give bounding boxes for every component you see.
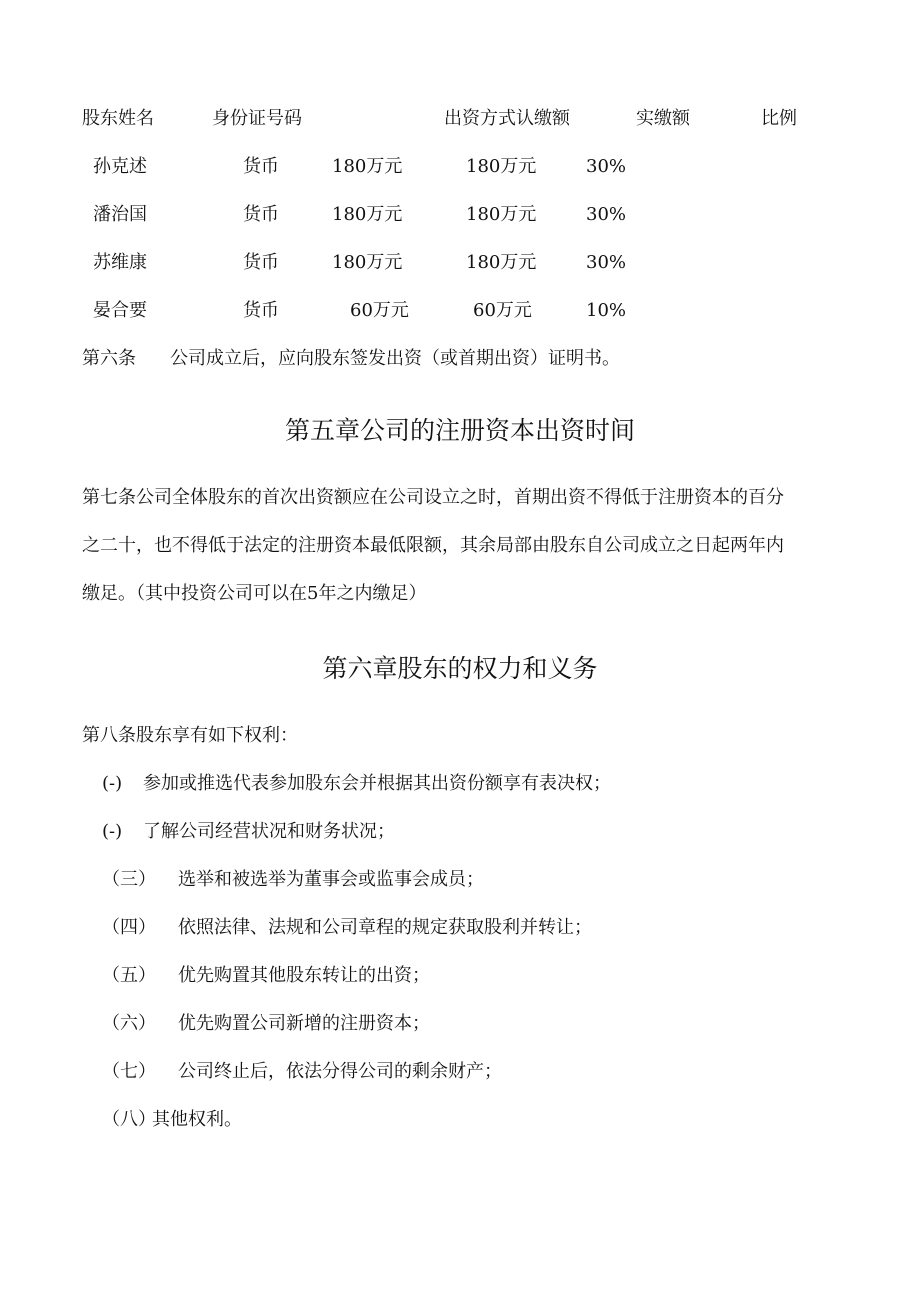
item-text: 公司终止后，依法分得公司的剩余财产； <box>178 1061 502 1082</box>
item-text: 参加或推选代表参加股东会并根据其出资份额享有表决权； <box>143 773 611 794</box>
item-text: 其他权利。 <box>152 1109 242 1130</box>
cell-paid: 180万元 <box>466 252 537 273</box>
cell-paid: 60万元 <box>473 300 532 321</box>
cell-ratio: 10% <box>586 300 627 321</box>
item-marker: (-) <box>102 773 123 794</box>
cell-ratio: 30% <box>586 204 627 225</box>
col-header-name: 股东姓名 <box>82 108 154 129</box>
chapter-5-heading: 第五章公司的注册资本出资时间 <box>284 416 635 445</box>
item-text: 优先购置公司新增的注册资本； <box>178 1013 430 1034</box>
item-text: 了解公司经营状况和财务状况； <box>143 821 395 842</box>
article-7-line-3: 缴足。（其中投资公司可以在5年之内缴足） <box>82 583 427 604</box>
col-header-paid: 实缴额 <box>636 108 690 129</box>
cell-name: 潘治国 <box>93 204 147 225</box>
item-marker: （八） <box>102 1109 156 1130</box>
article-7-line-1: 第七条公司全体股东的首次出资额应在公司设立之时，首期出资不得低于注册资本的百分 <box>82 487 784 508</box>
article-7-paragraph <box>82 474 868 618</box>
cell-name: 苏维康 <box>93 252 147 273</box>
article-6-label: 第六条 <box>82 348 136 369</box>
item-marker: （七） <box>102 1061 156 1082</box>
article-6-text: 公司成立后，应向股东签发出资（或首期出资）证明书。 <box>170 348 620 369</box>
cell-subscribed: 60万元 <box>350 300 409 321</box>
cell-method: 货币 <box>243 204 279 225</box>
item-marker: (-) <box>102 821 123 842</box>
item-text: 依照法律、法规和公司章程的规定获取股利并转让； <box>178 917 592 938</box>
cell-method: 货币 <box>243 156 279 177</box>
cell-subscribed: 180万元 <box>332 156 403 177</box>
item-marker: （六） <box>102 1013 156 1034</box>
article-7-line-2: 之二十，也不得低于法定的注册资本最低限额，其余局部由股东自公司成立之日起两年内 <box>82 535 784 556</box>
cell-subscribed: 180万元 <box>332 204 403 225</box>
cell-ratio: 30% <box>586 252 627 273</box>
cell-paid: 180万元 <box>466 156 537 177</box>
cell-method: 货币 <box>243 300 279 321</box>
cell-method: 货币 <box>243 252 279 273</box>
item-text: 优先购置其他股东转让的出资； <box>178 965 430 986</box>
article-8-intro: 第八条股东享有如下权利： <box>82 725 298 746</box>
col-header-ratio: 比例 <box>761 108 797 129</box>
col-header-method-subscribed: 出资方式认缴额 <box>444 108 570 129</box>
cell-paid: 180万元 <box>466 204 537 225</box>
item-marker: （三） <box>102 869 156 890</box>
item-marker: （四） <box>102 917 156 938</box>
item-marker: （五） <box>102 965 156 986</box>
cell-name: 孙克述 <box>93 156 147 177</box>
cell-name: 晏合要 <box>93 300 147 321</box>
col-header-id: 身份证号码 <box>212 108 302 129</box>
cell-subscribed: 180万元 <box>332 252 403 273</box>
item-text: 选举和被选举为董事会或监事会成员； <box>178 869 484 890</box>
cell-ratio: 30% <box>586 156 627 177</box>
chapter-6-heading: 第六章股东的权力和义务 <box>322 654 598 683</box>
